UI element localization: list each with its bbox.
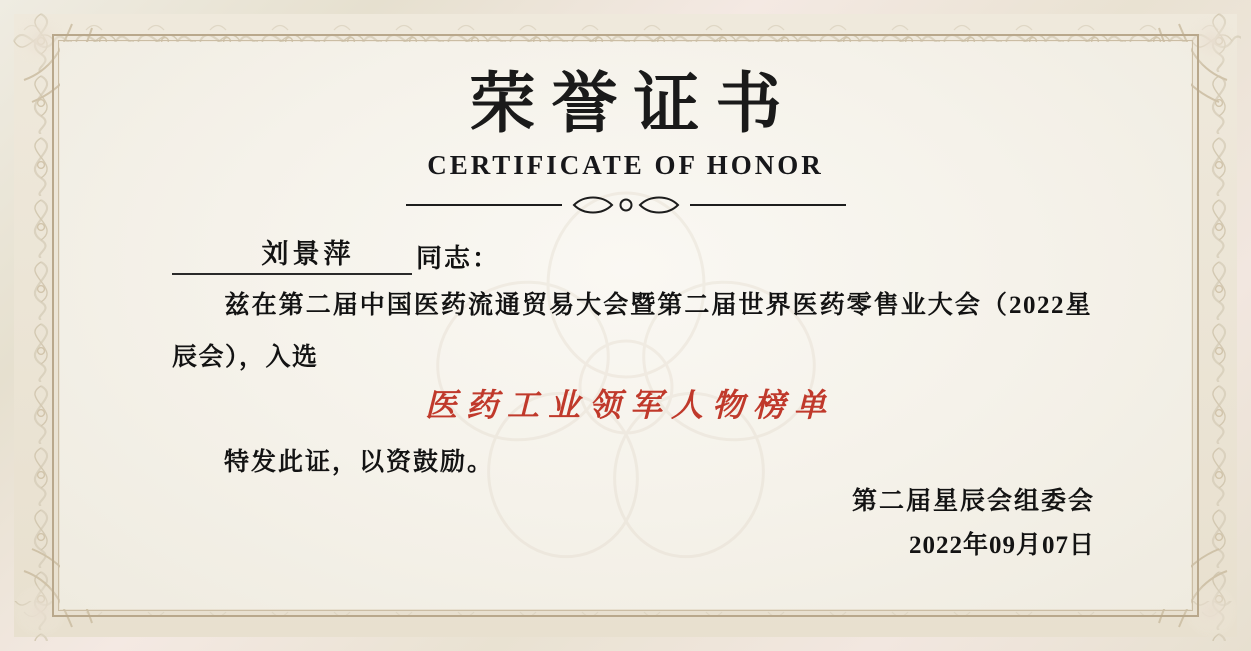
recipient-name: 刘景萍 xyxy=(172,232,412,275)
recipient-line xyxy=(172,232,500,275)
page-title: 荣誉证书 xyxy=(469,68,798,141)
award-title: 医药工业领军人物榜单 xyxy=(424,387,835,423)
recipient-suffix: 同志： xyxy=(416,244,501,273)
certificate-content xyxy=(60,42,1191,609)
page-subtitle: CERTIFICATE OF HONOR xyxy=(427,150,824,180)
signature-block xyxy=(852,480,1095,568)
ornamental-divider-icon xyxy=(406,194,846,216)
closing-statement: 特发此证，以资鼓励。 xyxy=(224,449,495,476)
body-text-value: 兹在第二届中国医药流通贸易大会暨第二届世界医药零售业大会（2022星辰会），入选 xyxy=(172,292,1092,371)
certificate-body-text xyxy=(172,280,1092,384)
issuer-name: 第二届星辰会组委会 xyxy=(851,488,1095,515)
issue-date: 2022年09月07日 xyxy=(908,532,1095,559)
